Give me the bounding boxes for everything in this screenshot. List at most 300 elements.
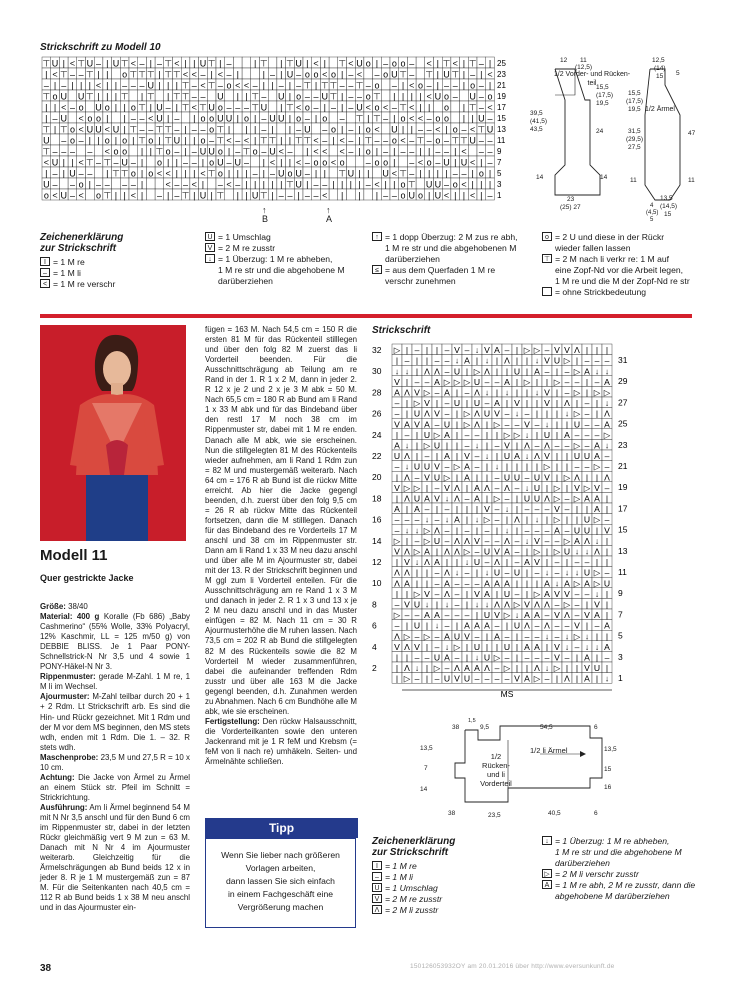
chart-symbol: | <box>140 157 144 168</box>
chart-symbol: – <box>494 673 500 684</box>
chart-symbol: o <box>313 69 319 80</box>
chart-cell <box>129 145 138 156</box>
chart-symbol: – <box>409 168 415 179</box>
chart-symbol: A <box>554 525 560 536</box>
chart-symbol: ↓ <box>434 620 440 631</box>
chart-symbol: | <box>158 69 161 80</box>
chart-symbol: A <box>584 673 590 684</box>
chart-symbol: ↓ <box>394 366 400 377</box>
legend1-col1: I = 1 M re – = 1 M li < = 1 M re verschr <box>40 257 115 290</box>
chart-symbol: U <box>199 58 207 69</box>
chart-symbol: – <box>584 398 590 409</box>
row-label: 3 <box>618 651 623 662</box>
chart-symbol: A <box>574 535 580 546</box>
chart-symbol: ▷ <box>593 387 601 398</box>
chart-symbol: o <box>374 157 380 168</box>
row-label: 5 <box>497 169 502 178</box>
chart-symbol: – <box>61 80 67 91</box>
chart-symbol: | <box>401 80 405 91</box>
chart-symbol: | <box>555 673 559 684</box>
chart-symbol: A <box>484 620 490 631</box>
chart-symbol: Λ <box>474 387 480 398</box>
chart-symbol: | <box>525 578 529 589</box>
chart-symbol: ⊤ <box>216 124 225 135</box>
chart-symbol: ⊤ <box>164 69 173 80</box>
dim: 11 <box>688 177 695 184</box>
chart-symbol: | <box>585 620 589 631</box>
schematic-model11 <box>400 718 640 833</box>
chart-symbol: – <box>339 80 345 91</box>
chart-symbol: | <box>123 113 126 124</box>
chart-symbol: A <box>444 631 450 642</box>
chart-symbol: – <box>470 69 476 80</box>
chart-symbol: – <box>391 80 397 91</box>
chart-symbol: | <box>236 91 239 102</box>
chart-symbol: – <box>487 113 493 124</box>
chart-symbol: o <box>217 102 223 113</box>
chart-cell <box>347 189 356 200</box>
chart-symbol: | <box>565 663 569 674</box>
chart-symbol: U <box>95 124 102 135</box>
chart-symbol: | <box>97 69 100 80</box>
chart-symbol: ↓ <box>444 493 450 504</box>
chart-symbol: ↓ <box>484 355 490 366</box>
marker-b-arrow: ↑ <box>262 205 267 215</box>
chart-symbol: | <box>45 168 48 179</box>
chart-symbol: | <box>545 376 549 387</box>
chart-symbol: | <box>575 355 579 366</box>
chart-symbol: – <box>243 102 249 113</box>
chart-symbol: < <box>130 58 136 69</box>
chart-symbol: U <box>43 135 50 146</box>
chart-symbol: – <box>278 190 284 201</box>
chart-symbol: ↓ <box>564 408 570 419</box>
chart-symbol: V <box>554 504 560 515</box>
chart-symbol: | <box>445 124 448 135</box>
chart-symbol: | <box>485 493 489 504</box>
chart-symbol: – <box>474 461 480 472</box>
chart-symbol: – <box>174 113 180 124</box>
chart-symbol: | <box>465 482 469 493</box>
chart-symbol: – <box>544 652 550 663</box>
chart-symbol: o <box>391 135 397 146</box>
chart-symbol: – <box>278 80 284 91</box>
chart-symbol: – <box>348 146 354 157</box>
chart-symbol: | <box>495 429 499 440</box>
chart-symbol: U <box>234 157 241 168</box>
chart-symbol: – <box>409 135 415 146</box>
chart-symbol: | <box>419 146 422 157</box>
chart-symbol: o <box>252 146 258 157</box>
dim: (41,5) <box>530 118 547 125</box>
chart-symbol: | <box>358 190 361 201</box>
chart-symbol: o <box>296 113 302 124</box>
chart-symbol: – <box>534 525 540 536</box>
chart-symbol: U <box>463 673 471 684</box>
chart-symbol: | <box>455 451 459 462</box>
chart-symbol: ⊤ <box>120 91 129 102</box>
chart-symbol: – <box>604 652 610 663</box>
chart-symbol: | <box>227 146 231 157</box>
chart-symbol: – <box>200 124 206 135</box>
sym-skp-icon: ↓ <box>542 836 552 845</box>
chart-symbol: A <box>414 504 420 515</box>
chart-symbol: A <box>434 376 440 387</box>
chart-symbol: ↓ <box>554 578 560 589</box>
chart-symbol: ⊤ <box>199 102 207 113</box>
chart-symbol: | <box>193 168 196 179</box>
chart-symbol: – <box>474 578 480 589</box>
ms-label: MS <box>500 689 514 699</box>
chart-symbol: U <box>473 376 481 387</box>
chart-symbol: | <box>436 168 440 179</box>
chart-symbol: Λ <box>394 567 400 578</box>
chart-symbol: ↓ <box>544 631 550 642</box>
chart-symbol: – <box>544 673 550 684</box>
chart-symbol: | <box>132 135 135 146</box>
row-label: 5 <box>618 630 623 641</box>
chart-symbol: – <box>544 366 550 377</box>
chart-symbol: – <box>226 69 232 80</box>
chart-symbol: – <box>113 157 119 168</box>
chart-symbol: V <box>514 673 520 684</box>
chart-symbol: o <box>96 113 102 124</box>
chart-symbol: < <box>313 146 319 157</box>
chart-symbol: ⊤ <box>172 69 181 80</box>
chart-symbol: | <box>505 398 509 409</box>
chart-cell <box>112 178 121 189</box>
chart-symbol: | <box>280 69 283 80</box>
chart-symbol: ▷ <box>573 440 581 451</box>
chart-symbol: | <box>525 567 529 578</box>
dim: 5 <box>650 217 654 223</box>
chart-symbol: U <box>543 429 551 440</box>
chart-symbol: ▷ <box>413 546 421 557</box>
chart-symbol: | <box>166 157 170 168</box>
chart-symbol: V <box>494 408 500 419</box>
dim: 19,5 <box>628 106 641 113</box>
chart-symbol: – <box>52 179 58 190</box>
chart-symbol: Λ <box>444 567 450 578</box>
chart-symbol: ⊤ <box>207 80 216 91</box>
chart-symbol: | <box>245 91 248 102</box>
chart-symbol: ▷ <box>403 482 411 493</box>
chart-symbol: ▷ <box>553 663 561 674</box>
chart-symbol: V <box>564 345 570 356</box>
chart-symbol: U <box>533 482 541 493</box>
chart-symbol: o <box>304 69 310 80</box>
chart-symbol: – <box>464 429 470 440</box>
chart-symbol: ▷ <box>593 461 601 472</box>
chart-symbol: | <box>236 113 239 124</box>
chart-symbol: | <box>585 599 589 610</box>
chart-symbol: | <box>193 113 196 124</box>
chart-symbol: U <box>573 419 581 430</box>
chart-symbol: Λ <box>494 557 500 568</box>
chart-symbol: | <box>595 673 599 684</box>
chart-symbol: | <box>193 135 196 146</box>
chart-symbol: A <box>494 578 500 589</box>
dim: 38 <box>452 724 460 731</box>
chart-symbol: | <box>384 179 387 190</box>
chart-symbol: – <box>564 366 570 377</box>
dim: 54,5 <box>540 724 553 731</box>
chart-symbol: – <box>464 578 470 589</box>
chart-symbol: ▷ <box>453 641 461 652</box>
chart-symbol: U <box>260 102 268 113</box>
chart-cell <box>207 90 216 101</box>
chart-symbol: o <box>226 80 232 91</box>
chart-symbol: – <box>348 124 354 135</box>
chart-symbol: – <box>454 578 460 589</box>
chart-symbol: – <box>322 135 328 146</box>
chart-symbol: – <box>444 355 450 366</box>
chart-symbol: – <box>313 102 319 113</box>
chart-symbol: | <box>53 124 57 135</box>
chart-symbol: o <box>322 157 328 168</box>
chart-cell <box>294 145 303 156</box>
chart-symbol: – <box>584 588 590 599</box>
chart-cell <box>451 112 460 123</box>
chart-symbol: Λ <box>564 610 570 621</box>
chart-symbol: | <box>245 190 248 201</box>
chart-symbol: | <box>297 190 300 201</box>
chart-symbol: ▷ <box>533 673 541 684</box>
chart-symbol: ▷ <box>553 493 561 504</box>
chart-symbol: – <box>261 113 267 124</box>
chart-symbol: – <box>434 631 440 642</box>
chart-symbol: o <box>365 91 371 102</box>
chart-symbol: U <box>563 546 571 557</box>
chart-symbol: < <box>409 113 415 124</box>
chart-symbol: ⊤ <box>416 135 425 146</box>
chart-symbol: | <box>454 190 457 201</box>
chart-symbol: | <box>454 146 457 157</box>
chart-symbol: | <box>425 578 429 589</box>
dim: 11 <box>630 177 637 184</box>
chart-symbol: o <box>209 157 215 168</box>
chart-cell <box>329 189 338 200</box>
chart-symbol: ⊤ <box>85 91 94 102</box>
chart-symbol: – <box>52 168 58 179</box>
chart-symbol: Λ <box>434 366 440 377</box>
chart-symbol: Λ <box>404 663 410 674</box>
chart-symbol: | <box>45 69 48 80</box>
chart-symbol: o <box>435 113 441 124</box>
chart-symbol: | <box>427 102 431 113</box>
chart-symbol: ↓ <box>484 599 490 610</box>
chart-symbol: ↓ <box>594 535 600 546</box>
chart-symbol: | <box>485 440 489 451</box>
chart-symbol: ▷ <box>573 631 581 642</box>
chart-symbol: < <box>348 58 354 69</box>
chart-symbol: – <box>322 124 328 135</box>
chart-symbol: U <box>433 652 441 663</box>
chart-symbol: o <box>217 146 223 157</box>
chart-symbol: < <box>191 102 197 113</box>
row-label: 1 <box>618 673 623 683</box>
chart-symbol: | <box>415 366 419 377</box>
chart-symbol: V <box>604 525 610 536</box>
chart-symbol: o <box>130 168 136 179</box>
chart-symbol: ↓ <box>604 366 610 377</box>
chart-symbol: | <box>575 398 579 409</box>
chart-symbol: | <box>515 440 519 451</box>
chart-symbol: < <box>52 69 58 80</box>
chart-symbol: V <box>594 482 600 493</box>
chart-symbol: < <box>417 157 424 168</box>
chart-symbol: U <box>483 546 491 557</box>
chart-symbol: – <box>534 620 540 631</box>
chart-symbol: ▷ <box>603 387 611 398</box>
chart-symbol: V <box>424 472 430 483</box>
chart-cell <box>434 101 443 112</box>
chart-symbol: ↓ <box>404 525 410 536</box>
chart-symbol: | <box>219 58 222 69</box>
chart-symbol: V <box>554 610 560 621</box>
dim: 15 <box>656 73 664 80</box>
chart-symbol: | <box>97 91 100 102</box>
tipp-header: Tipp <box>205 818 358 838</box>
chart-symbol: | <box>475 567 479 578</box>
dim: 13,5 <box>420 745 433 752</box>
chart-symbol: | <box>395 355 399 366</box>
chart-symbol: ▷ <box>533 546 541 557</box>
chart-symbol: < <box>296 102 302 113</box>
chart-symbol: V <box>554 588 560 599</box>
chart-symbol: U <box>295 168 302 179</box>
chart-symbol: U <box>533 472 541 483</box>
row-label: 14 <box>372 535 382 546</box>
tipp-box: Wenn Sie lieber nach größeren Vorlagen arbeiten, dann lassen Sie sich einfach in einem Fachgeschäft eine Vergrößerung machen <box>205 838 356 928</box>
chart-symbol: U <box>208 146 215 157</box>
chart-symbol: U <box>413 599 421 610</box>
chart-symbol: U <box>513 472 521 483</box>
chart-symbol: – <box>564 440 570 451</box>
chart-symbol: – <box>434 355 440 366</box>
chart-symbol: < <box>43 157 49 168</box>
chart-symbol: | <box>405 345 409 356</box>
chart-symbol: ⊤ <box>355 113 364 124</box>
chart-symbol: ▷ <box>573 366 581 377</box>
chart-symbol: ↓ <box>514 408 520 419</box>
chart-symbol: | <box>236 168 239 179</box>
chart-symbol: o <box>217 168 223 179</box>
chart-symbol: – <box>394 408 400 419</box>
chart-symbol: V <box>534 557 540 568</box>
chart-symbol: | <box>140 91 144 102</box>
chart-symbol: – <box>139 124 145 135</box>
chart-symbol: U <box>583 451 591 462</box>
chart-cell <box>416 68 425 79</box>
chart-symbol: – <box>400 146 406 157</box>
chart-symbol: < <box>278 146 284 157</box>
chart-symbol: | <box>495 451 499 462</box>
chart-symbol: | <box>236 190 239 201</box>
chart-symbol: ▷ <box>503 610 511 621</box>
chart-symbol: | <box>201 157 205 168</box>
chart-symbol: ▷ <box>493 652 501 663</box>
chart-symbol: ▷ <box>413 398 421 409</box>
chart-symbol: ↓ <box>444 641 450 652</box>
chart-cell <box>355 156 364 167</box>
chart-cell <box>251 68 260 79</box>
chart-symbol: < <box>61 102 67 113</box>
row-label: 6 <box>372 620 377 631</box>
chart-symbol: – <box>514 535 520 546</box>
dim: 31,5 <box>628 128 641 135</box>
chart-symbol: | <box>436 58 440 69</box>
chart-symbol: | <box>465 398 469 409</box>
chart-symbol: – <box>191 80 197 91</box>
chart-symbol: A <box>464 461 470 472</box>
chart-symbol: | <box>184 135 187 146</box>
chart-symbol: – <box>414 652 420 663</box>
chart-symbol: – <box>464 610 470 621</box>
chart-symbol: o <box>383 69 389 80</box>
chart-symbol: | <box>271 179 274 190</box>
chart-symbol: Λ <box>424 408 430 419</box>
chart-symbol: – <box>409 69 415 80</box>
chart-symbol: – <box>391 190 397 201</box>
chart-symbol: – <box>574 429 580 440</box>
chart-symbol: U <box>413 461 421 472</box>
chart-symbol: | <box>555 429 559 440</box>
chart-symbol: ▷ <box>563 355 571 366</box>
chart-symbol: ▷ <box>403 631 411 642</box>
chart-symbol: o <box>209 113 215 124</box>
chart-symbol: – <box>444 80 450 91</box>
chart-symbol: – <box>191 146 197 157</box>
chart-symbol: – <box>487 190 493 201</box>
chart-symbol: U <box>425 179 433 190</box>
chart-symbol: – <box>404 610 410 621</box>
chart-symbol: – <box>487 157 493 168</box>
model-subtitle: Quer gestrickte Jacke <box>40 573 134 583</box>
chart-symbol: | <box>480 179 483 190</box>
chart-symbol: | <box>495 525 499 536</box>
chart-symbol: ⊤ <box>425 69 434 80</box>
chart-symbol: V <box>544 355 550 366</box>
chart-symbol: o <box>52 91 58 102</box>
chart-symbol: – <box>191 124 197 135</box>
schematic2-sleeve-label: 1/2 li Ärmel <box>530 746 568 755</box>
chart-symbol: – <box>544 525 550 536</box>
chart1-title: Strickschrift zu Modell 10 <box>40 42 161 53</box>
chart-symbol: ↓ <box>414 525 420 536</box>
chart-symbol: U <box>469 91 476 102</box>
chart-symbol: ↓ <box>534 355 540 366</box>
model-title: Modell 11 <box>40 547 108 564</box>
chart-symbol: – <box>69 102 75 113</box>
chart-symbol: | <box>505 366 509 377</box>
knitting-chart-1 <box>40 55 510 230</box>
chart-symbol: – <box>391 102 397 113</box>
chart-symbol: – <box>594 376 600 387</box>
chart-symbol: U <box>413 408 421 419</box>
chart-symbol: | <box>465 641 469 652</box>
chart-symbol: o <box>365 124 371 135</box>
chart-symbol: | <box>427 168 431 179</box>
chart-symbol: – <box>444 504 450 515</box>
chart-symbol: ⊤ <box>42 124 51 135</box>
chart-symbol: – <box>434 567 440 578</box>
legend1-col2: U = 1 Umschlag V = 2 M re zusstr ↓ = 1 Überzug: 1 M re abheben, 1 M re str und die abgehobene M darüberziehen <box>205 232 345 287</box>
chart-symbol: | <box>495 588 499 599</box>
row-label: 15 <box>618 524 628 535</box>
chart-symbol: o <box>365 146 371 157</box>
chart-symbol: V <box>474 535 480 546</box>
